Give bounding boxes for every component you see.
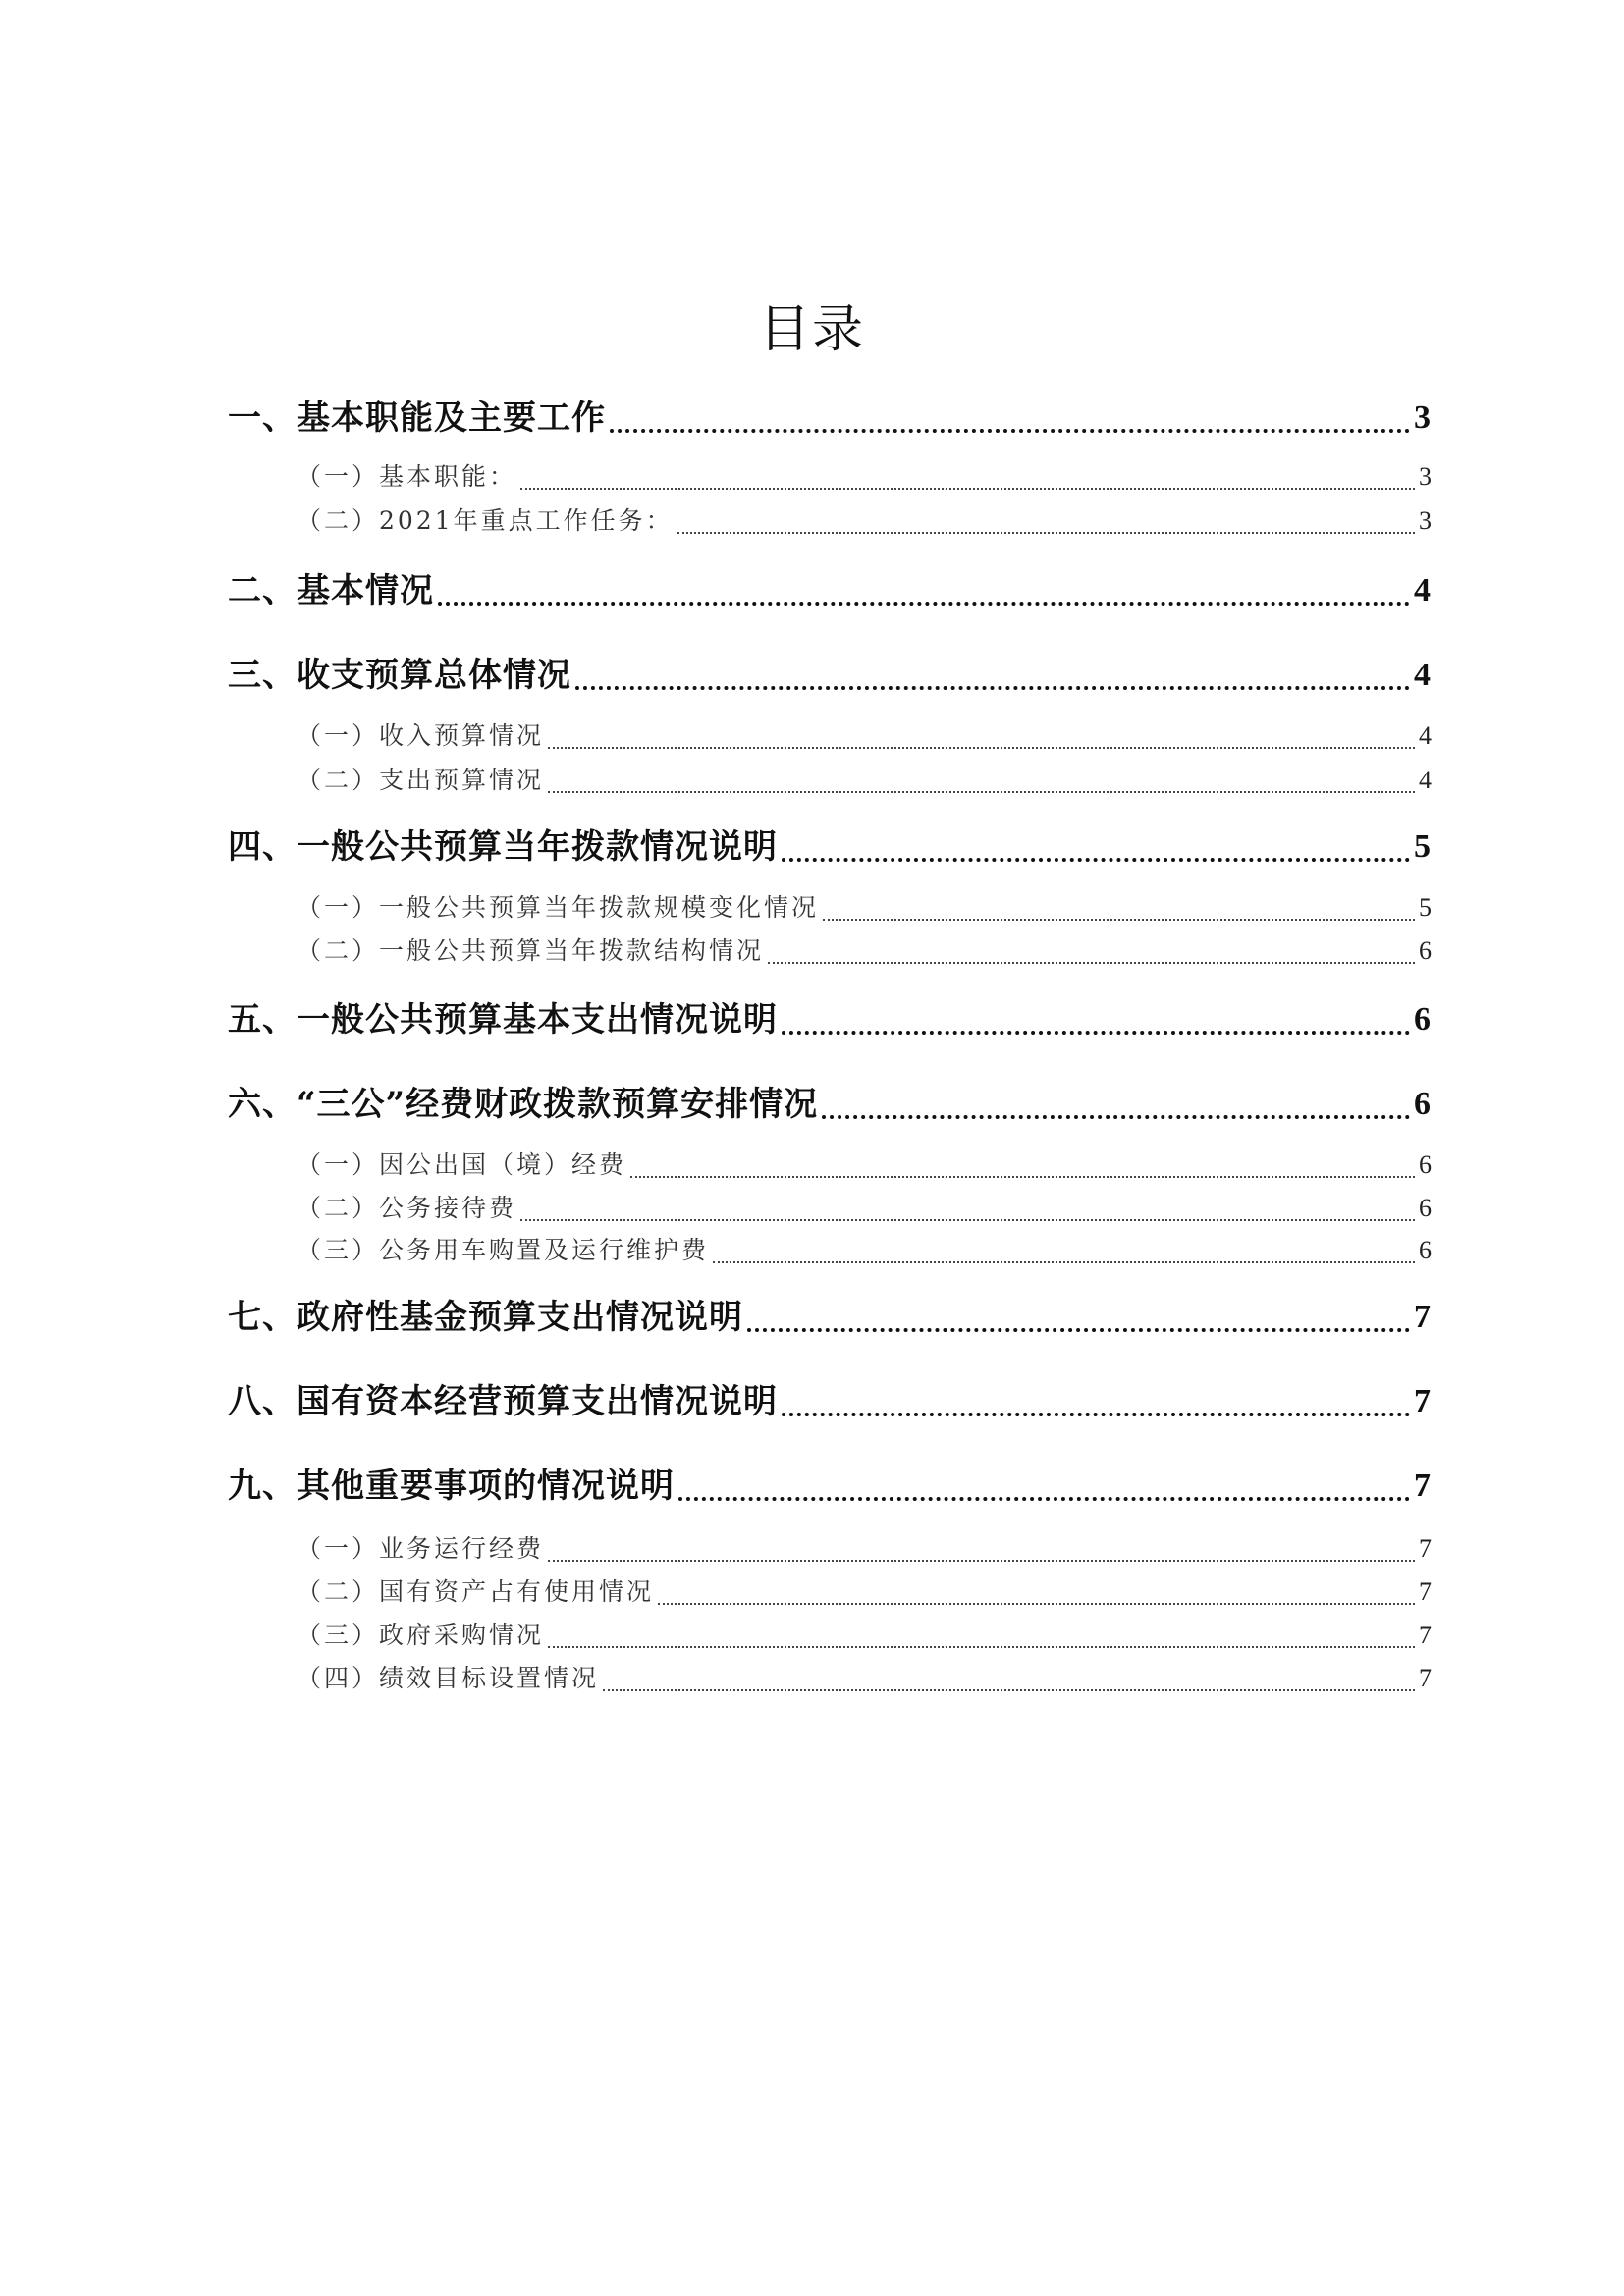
- dot-leader: [548, 1646, 1415, 1648]
- toc-page-number: 5: [1419, 893, 1432, 922]
- toc-page-number: 3: [1419, 507, 1432, 535]
- toc-entry-label: （二）2021年重点工作任务：: [297, 507, 674, 535]
- dot-leader: [520, 488, 1415, 490]
- toc-page-number: 3: [1414, 400, 1432, 436]
- toc-entry-3[interactable]: [228, 652, 1432, 699]
- toc-entry-1-1[interactable]: [297, 457, 1432, 497]
- dot-leader: [575, 686, 1410, 690]
- toc-page-number: 7: [1414, 1299, 1432, 1335]
- toc-entry-1[interactable]: [228, 395, 1432, 442]
- toc-page-number: 7: [1419, 1534, 1432, 1563]
- toc-entry-9-2[interactable]: [297, 1573, 1432, 1612]
- toc-page-number: 4: [1419, 766, 1432, 794]
- toc-entry-2[interactable]: [228, 567, 1432, 614]
- toc-entry-label: 二、基本情况: [228, 571, 434, 611]
- toc-entry-label: （二）支出预算情况: [297, 766, 545, 794]
- dot-leader: [548, 747, 1415, 749]
- toc-entry-4-2[interactable]: [297, 932, 1432, 971]
- toc-page-number: 7: [1414, 1383, 1432, 1419]
- toc-entry-3-1[interactable]: [297, 717, 1432, 756]
- dot-leader: [768, 962, 1415, 964]
- toc-page-number: 5: [1414, 828, 1432, 865]
- toc-title: 目录: [758, 300, 865, 359]
- toc-entry-6-1[interactable]: [297, 1146, 1432, 1185]
- dot-leader: [548, 1560, 1415, 1562]
- toc-entry-label: （一）因公出国（境）经费: [297, 1150, 627, 1179]
- toc-entry-label: （二）国有资产占有使用情况: [297, 1577, 655, 1606]
- toc-entry-label: （一）收入预算情况: [297, 721, 545, 750]
- toc-entry-label: （一）业务运行经费: [297, 1534, 545, 1563]
- toc-page-number: 6: [1414, 1086, 1432, 1122]
- toc-entry-label: （二）公务接待费: [297, 1194, 517, 1222]
- toc-entry-label: （三）政府采购情况: [297, 1621, 545, 1649]
- toc-entry-9-1[interactable]: [297, 1529, 1432, 1569]
- dot-leader: [713, 1261, 1415, 1263]
- dot-leader: [548, 791, 1415, 793]
- toc-page-number: 7: [1419, 1577, 1432, 1606]
- toc-entry-label: （二）一般公共预算当年拨款结构情况: [297, 936, 765, 965]
- dot-leader: [782, 1031, 1410, 1035]
- toc-entry-9[interactable]: [228, 1463, 1432, 1510]
- toc-page-number: 7: [1414, 1468, 1432, 1504]
- dot-leader: [630, 1176, 1415, 1178]
- dot-leader: [782, 858, 1410, 862]
- toc-page-number: 7: [1419, 1621, 1432, 1649]
- toc-page-number: 6: [1414, 1001, 1432, 1038]
- dot-leader: [438, 602, 1410, 606]
- toc-entry-label: 三、收支预算总体情况: [228, 656, 571, 695]
- toc-page-number: 4: [1419, 721, 1432, 750]
- toc-entry-9-3[interactable]: [297, 1616, 1432, 1655]
- toc-entry-label: 七、政府性基金预算支出情况说明: [228, 1298, 743, 1337]
- dot-leader: [747, 1328, 1410, 1332]
- toc-entry-label: 一、基本职能及主要工作: [228, 399, 606, 438]
- toc-entry-4-1[interactable]: [297, 888, 1432, 928]
- dot-leader: [610, 429, 1410, 433]
- dot-leader: [520, 1219, 1415, 1221]
- dot-leader: [677, 532, 1415, 534]
- toc-entry-label: （三）公务用车购置及运行维护费: [297, 1236, 710, 1264]
- toc-page-number: 3: [1419, 462, 1432, 491]
- toc-entry-label: （四）绩效目标设置情况: [297, 1664, 600, 1692]
- toc-entry-5[interactable]: [228, 996, 1432, 1043]
- toc-entry-label: 五、一般公共预算基本支出情况说明: [228, 1000, 778, 1040]
- dot-leader: [823, 919, 1415, 921]
- toc-page-number: 4: [1414, 657, 1432, 693]
- toc-entry-label: 六、“三公”经费财政拨款预算安排情况: [228, 1085, 819, 1124]
- toc-page-number: 4: [1414, 572, 1432, 609]
- toc-entry-label: 四、一般公共预算当年拨款情况说明: [228, 828, 778, 867]
- dot-leader: [603, 1689, 1415, 1691]
- toc-entry-6-3[interactable]: [297, 1231, 1432, 1270]
- toc-page-number: 6: [1419, 936, 1432, 965]
- toc-entry-label: （一）一般公共预算当年拨款规模变化情况: [297, 893, 820, 922]
- toc-page-number: 6: [1419, 1194, 1432, 1222]
- dot-leader: [658, 1603, 1415, 1605]
- toc-entry-label: 九、其他重要事项的情况说明: [228, 1467, 675, 1506]
- toc-entry-7[interactable]: [228, 1294, 1432, 1341]
- dot-leader: [782, 1413, 1410, 1416]
- toc-page-number: 6: [1419, 1236, 1432, 1264]
- dot-leader: [822, 1115, 1410, 1119]
- toc-entry-1-2[interactable]: [297, 502, 1432, 541]
- toc-page-number: 6: [1419, 1150, 1432, 1179]
- toc-entry-3-2[interactable]: [297, 761, 1432, 800]
- toc-page-number: 7: [1419, 1664, 1432, 1692]
- toc-entry-6[interactable]: [228, 1081, 1432, 1128]
- toc-entry-label: （一）基本职能：: [297, 462, 517, 491]
- toc-entry-8[interactable]: [228, 1378, 1432, 1425]
- toc-entry-6-2[interactable]: [297, 1189, 1432, 1228]
- dot-leader: [678, 1497, 1410, 1501]
- toc-entry-9-4[interactable]: [297, 1659, 1432, 1698]
- toc-entry-4[interactable]: [228, 824, 1432, 871]
- toc-entry-label: 八、国有资本经营预算支出情况说明: [228, 1382, 778, 1421]
